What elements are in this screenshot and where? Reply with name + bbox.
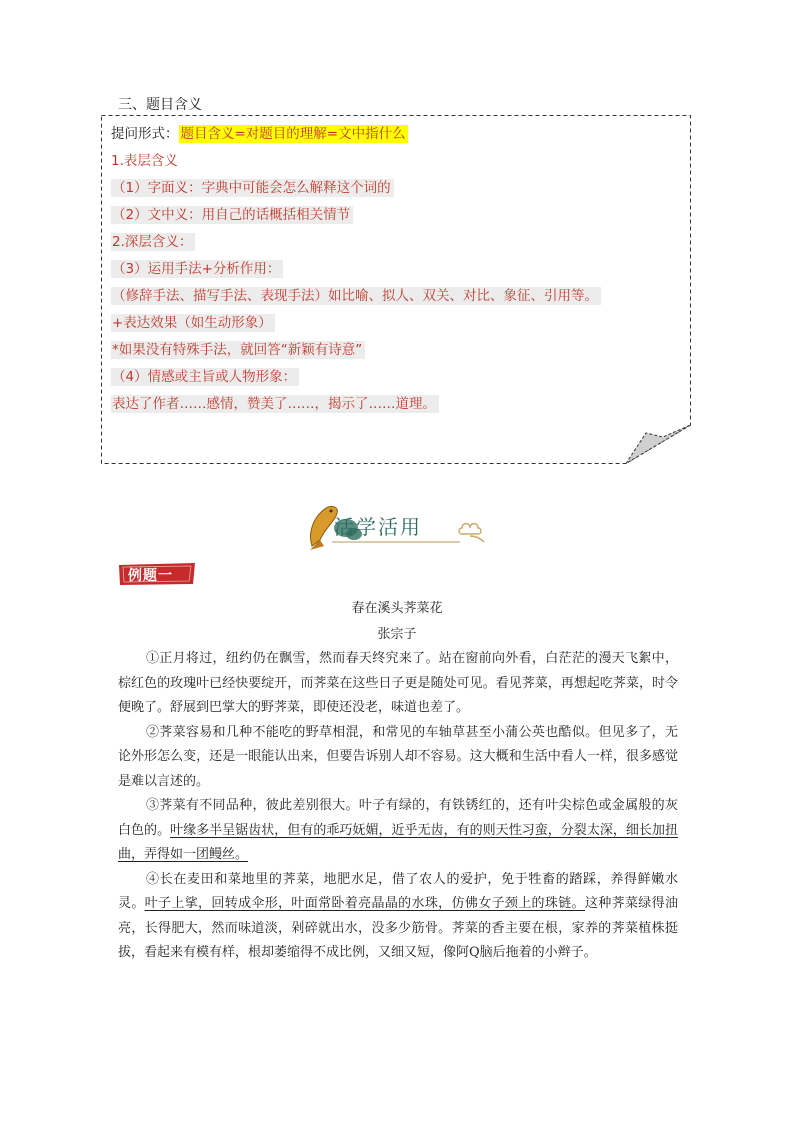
- example-tag-label: 例题一: [128, 568, 173, 584]
- note-content: [111, 125, 681, 413]
- note-line: （2）文中义：用自己的话概括相关情节: [111, 206, 681, 224]
- note-line: 2.深层含义：: [111, 233, 681, 251]
- note-line: +表达效果（如生动形象）: [111, 314, 681, 332]
- prompt-line: [111, 125, 681, 143]
- prompt-label: 提问形式：: [111, 126, 179, 142]
- prompt-value: 题目含义=对题目的理解=文中指什么: [180, 126, 406, 142]
- note-box: [101, 115, 690, 463]
- article-author: 张宗子: [377, 627, 417, 642]
- note-line: （修辞手法、描写手法、表现手法）如比喻、拟人、双关、对比、象征、引用等。: [111, 287, 681, 305]
- note-line: （4）情感或主旨或人物形象：: [111, 368, 681, 386]
- note-line: *如果没有特殊手法，就回答“新颖有诗意”: [111, 341, 681, 359]
- cloud-icon: [459, 524, 484, 543]
- page-curl-icon: [626, 425, 691, 464]
- paragraph-3: ③荠菜有不同品种，彼此差别很大。叶子有绿的，有铁锈红的，还有叶尖棕色或金属般的灰白色的。叶缘多半呈锯齿状，但有的乖巧妩媚，近乎无齿，有的则天性习蛮，分裂太深，细长加扭曲，弄得如一团鳗丝。: [118, 798, 678, 862]
- paragraph-1: ①正月将过，纽约仍在飘雪，然而春天终究来了。站在窗前向外看，白茫茫的漫天飞絮中，棕红色的玫瑰叶已经快要绽开，而荠菜在这些日子更是随处可见。看见荠菜，再想起吃荠菜，时令便晚了。舒展到巴掌大的野荠菜，即使还没老，味道也差了。: [118, 651, 678, 715]
- note-line: 表达了作者……感情，赞美了……，揭示了……道理。: [111, 395, 681, 413]
- note-line: 1.表层含义: [111, 153, 178, 169]
- article-title: 春在溪头荠菜花: [351, 601, 443, 616]
- underlined-text: 叶子上挲，回转成伞形，叶面常卧着亮晶晶的水珠，仿佛女子颈上的珠链。: [144, 896, 585, 911]
- section-heading: 三、题目含义: [118, 97, 202, 113]
- note-line: （1）字面义：字典中可能会怎么解释这个词的: [111, 179, 681, 197]
- paragraph-2: ②荠菜容易和几种不能吃的野草相混，和常见的车轴草甚至小蒲公英也酷似。但见多了，无论外形怎么变，还是一眼能认出来，但要告诉别人却不容易。这大概和生活中看人一样，很多感觉是难以言述的。: [118, 724, 678, 789]
- paragraph-4: ④长在麦田和菜地里的荠菜，地肥水足，借了农人的爱护，免于牲畜的踏踩，养得鲜嫩水灵。叶子上挲，回转成伞形，叶面常卧着亮晶晶的水珠，仿佛女子颈上的珠链。这种荠菜绿得油亮，长得肥大，然而味道淡，剁碎就出水，没多少筋骨。荠菜的香主要在根，家养的荠菜植株挺拔，看起来有模有样，根却萎缩得不成比例，又细又短，像阿Q脑后拖着的小辫子。: [118, 871, 678, 960]
- underlined-text: 叶缘多半呈锯齿状，但有的乖巧妩媚，近乎无齿，有的则天性习蛮，分裂太深，细长加扭曲，弄得如一团鳗丝。: [118, 822, 678, 862]
- banner-title: 活学活用: [334, 515, 422, 539]
- note-line: （3）运用手法+分析作用：: [111, 260, 681, 278]
- article-body: [118, 647, 678, 966]
